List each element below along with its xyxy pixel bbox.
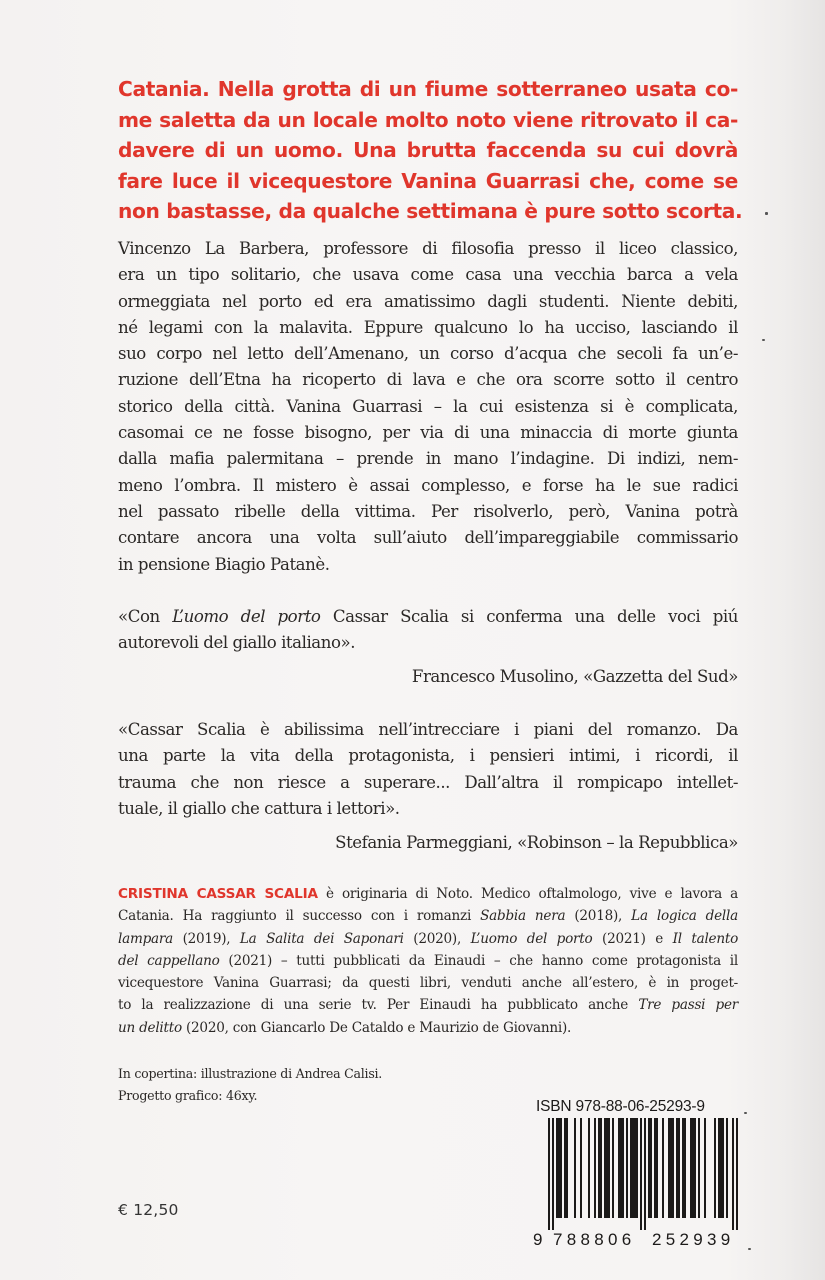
barcode-bar bbox=[580, 1118, 582, 1218]
barcode-bar bbox=[612, 1118, 614, 1218]
barcode-icon bbox=[532, 1118, 752, 1248]
blurb-line: fare luce il vicequestore Vanina Guarrasi che, come se bbox=[118, 168, 738, 193]
bio-text: (2021) – tutti pubblicati da Einaudi – che hanno come protagonista il bbox=[219, 952, 738, 969]
synopsis-line: suo corpo nel letto dell’Amenano, un corso d’acqua che secoli fa un’e- bbox=[118, 344, 738, 364]
bio-line bbox=[118, 1017, 738, 1039]
book-title: lampara bbox=[118, 930, 174, 947]
bio-line: vicequestore Vanina Guarrasi; da questi libri, venduti anche all’estero, è in proget- bbox=[118, 975, 738, 992]
synopsis-line: ruzione dell’Etna ha ricoperto di lava e che ora scorre sotto il centro bbox=[118, 370, 738, 390]
quote-line: autorevoli del giallo italiano». bbox=[118, 633, 356, 653]
barcode-bar bbox=[594, 1118, 596, 1218]
cover-credit: In copertina: illustrazione di Andrea Calisi. bbox=[118, 1066, 383, 1081]
barcode-bar bbox=[574, 1118, 576, 1218]
isbn-label: ISBN 978-88-06-25293-9 bbox=[536, 1098, 705, 1115]
barcode-bar bbox=[726, 1118, 728, 1218]
price: € 12,50 bbox=[118, 1201, 179, 1219]
barcode-digit-first: 9 bbox=[533, 1230, 543, 1248]
synopsis-line: dalla mafia palermitana – prende in mano l’indagine. Di indizi, nem- bbox=[118, 449, 738, 469]
synopsis-line: era un tipo solitario, che usava come casa una vecchia barca a vela bbox=[118, 265, 738, 285]
barcode-bar bbox=[704, 1118, 706, 1218]
barcode-bar bbox=[552, 1118, 554, 1230]
barcode-bar bbox=[648, 1118, 652, 1218]
synopsis-line: storico della città. Vanina Guarrasi – la cui esistenza si è complicata, bbox=[118, 396, 738, 416]
paper-speck bbox=[744, 1112, 747, 1114]
blurb bbox=[118, 74, 743, 227]
book-title: La Salita dei Saponari bbox=[239, 930, 404, 947]
paper-speck bbox=[748, 1248, 751, 1250]
barcode-bar bbox=[698, 1118, 700, 1218]
review-quote-2 bbox=[118, 717, 738, 822]
paper-speck bbox=[765, 212, 768, 215]
bio-text: (2019), bbox=[173, 930, 240, 947]
bio-text: (2018), bbox=[565, 908, 632, 925]
barcode-bar bbox=[556, 1118, 562, 1218]
bio-line bbox=[118, 994, 738, 1016]
barcode-bar bbox=[662, 1118, 664, 1218]
barcode-bar bbox=[736, 1118, 738, 1230]
book-title: un delitto bbox=[118, 1019, 182, 1036]
book-title: L’uomo del porto bbox=[172, 607, 321, 626]
credits bbox=[118, 1063, 382, 1106]
barcode-bar bbox=[690, 1118, 696, 1218]
bio-text: è originaria di Noto. Medico oftalmologo, vive e lavora a bbox=[317, 886, 738, 902]
barcode-bar bbox=[682, 1118, 686, 1218]
barcode-bar bbox=[676, 1118, 680, 1218]
book-title: Sabbia nera bbox=[480, 908, 566, 925]
review-source-1: Francesco Musolino, «Gazzetta del Sud» bbox=[411, 667, 738, 686]
barcode-bar bbox=[618, 1118, 624, 1218]
blurb-line: me saletta da un locale molto noto viene ritrovato il ca- bbox=[118, 107, 738, 132]
barcode-bar bbox=[564, 1118, 568, 1218]
review-source-2: Stefania Parmeggiani, «Robinson – la Repubblica» bbox=[335, 833, 738, 852]
barcode-bar bbox=[626, 1118, 628, 1218]
barcode-digits-left: 788806 bbox=[553, 1230, 636, 1248]
barcode-bar bbox=[732, 1118, 734, 1230]
synopsis-line: nel passato ribelle della vittima. Per risolverlo, però, Vanina potrà bbox=[118, 501, 738, 521]
barcode-bar bbox=[630, 1118, 638, 1218]
bio-line bbox=[118, 950, 738, 972]
barcode-bar bbox=[588, 1118, 590, 1218]
barcode-bar bbox=[668, 1118, 674, 1218]
quote-text: «Con bbox=[118, 607, 173, 626]
synopsis-line: in pensione Biagio Patanè. bbox=[118, 554, 330, 574]
barcode-bar bbox=[548, 1118, 550, 1230]
review-quote-1 bbox=[118, 604, 738, 657]
barcode-bar bbox=[714, 1118, 716, 1218]
synopsis bbox=[118, 236, 738, 578]
bio-line bbox=[118, 928, 738, 950]
paper-speck bbox=[762, 339, 765, 341]
quote-text: Cassar Scalia si conferma una delle voci piú bbox=[320, 607, 738, 626]
quote-line: «Cassar Scalia è abilissima nell’intrecciare i piani del romanzo. Da bbox=[118, 720, 738, 739]
barcode-bar bbox=[604, 1118, 610, 1218]
barcode-digits-right: 252939 bbox=[652, 1230, 735, 1248]
bio-text: (2021) e bbox=[592, 930, 673, 947]
author-name: CRISTINA CASSAR SCALIA bbox=[118, 886, 318, 902]
barcode-bar bbox=[718, 1118, 724, 1218]
synopsis-line: contare ancora una volta sull’aiuto dell’impareggiabile commissario bbox=[118, 528, 738, 548]
book-title: La logica della bbox=[631, 908, 738, 925]
barcode-bar bbox=[654, 1118, 658, 1218]
quote-line: una parte la vita della protagonista, i pensieri intimi, i ricordi, il bbox=[118, 746, 738, 766]
bio-text: Catania. Ha raggiunto il successo con i romanzi bbox=[118, 908, 481, 925]
bio-line bbox=[118, 883, 738, 905]
bio-line bbox=[118, 905, 738, 927]
synopsis-line: Vincenzo La Barbera, professore di filosofia presso il liceo classico, bbox=[118, 239, 738, 258]
author-bio bbox=[118, 883, 738, 1039]
blurb-line: non bastasse, da qualche settimana è pure sotto scorta. bbox=[118, 199, 743, 224]
book-title: del cappellano bbox=[118, 952, 220, 969]
synopsis-line: meno l’ombra. Il mistero è assai complesso, e forse ha le sue radici bbox=[118, 475, 738, 495]
bio-text: (2020), bbox=[403, 930, 471, 947]
book-title: Tre passi per bbox=[638, 997, 738, 1014]
barcode-bar bbox=[598, 1118, 602, 1218]
book-title: Il talento bbox=[672, 930, 739, 947]
synopsis-line: casomai ce ne fosse bisogno, per via di una minaccia di morte giunta bbox=[118, 423, 738, 443]
bio-text: to la realizzazione di una serie tv. Per Einaudi ha pubblicato anche bbox=[118, 997, 639, 1014]
design-credit: Progetto grafico: 46xy. bbox=[118, 1087, 258, 1103]
quote-line: trauma che non riesce a superare... Dall’altra il rompicapo intellet- bbox=[118, 772, 738, 792]
bio-text: (2020, con Giancarlo De Cataldo e Maurizio de Giovanni). bbox=[181, 1019, 572, 1036]
blurb-line: Catania. Nella grotta di un fiume sotterraneo usata co- bbox=[118, 77, 738, 101]
synopsis-line: ormeggiata nel porto ed era amatissimo dagli studenti. Niente debiti, bbox=[118, 291, 738, 311]
barcode-bar bbox=[640, 1118, 642, 1230]
blurb-line: davere di un uomo. Una brutta faccenda su cui dovrà bbox=[118, 138, 738, 163]
book-title: L’uomo del porto bbox=[470, 930, 593, 947]
barcode-bar bbox=[644, 1118, 646, 1230]
synopsis-line: né legami con la malavita. Eppure qualcuno lo ha ucciso, lasciando il bbox=[118, 317, 738, 337]
quote-line: tuale, il giallo che cattura i lettori». bbox=[118, 798, 400, 818]
quote-line bbox=[118, 604, 738, 630]
